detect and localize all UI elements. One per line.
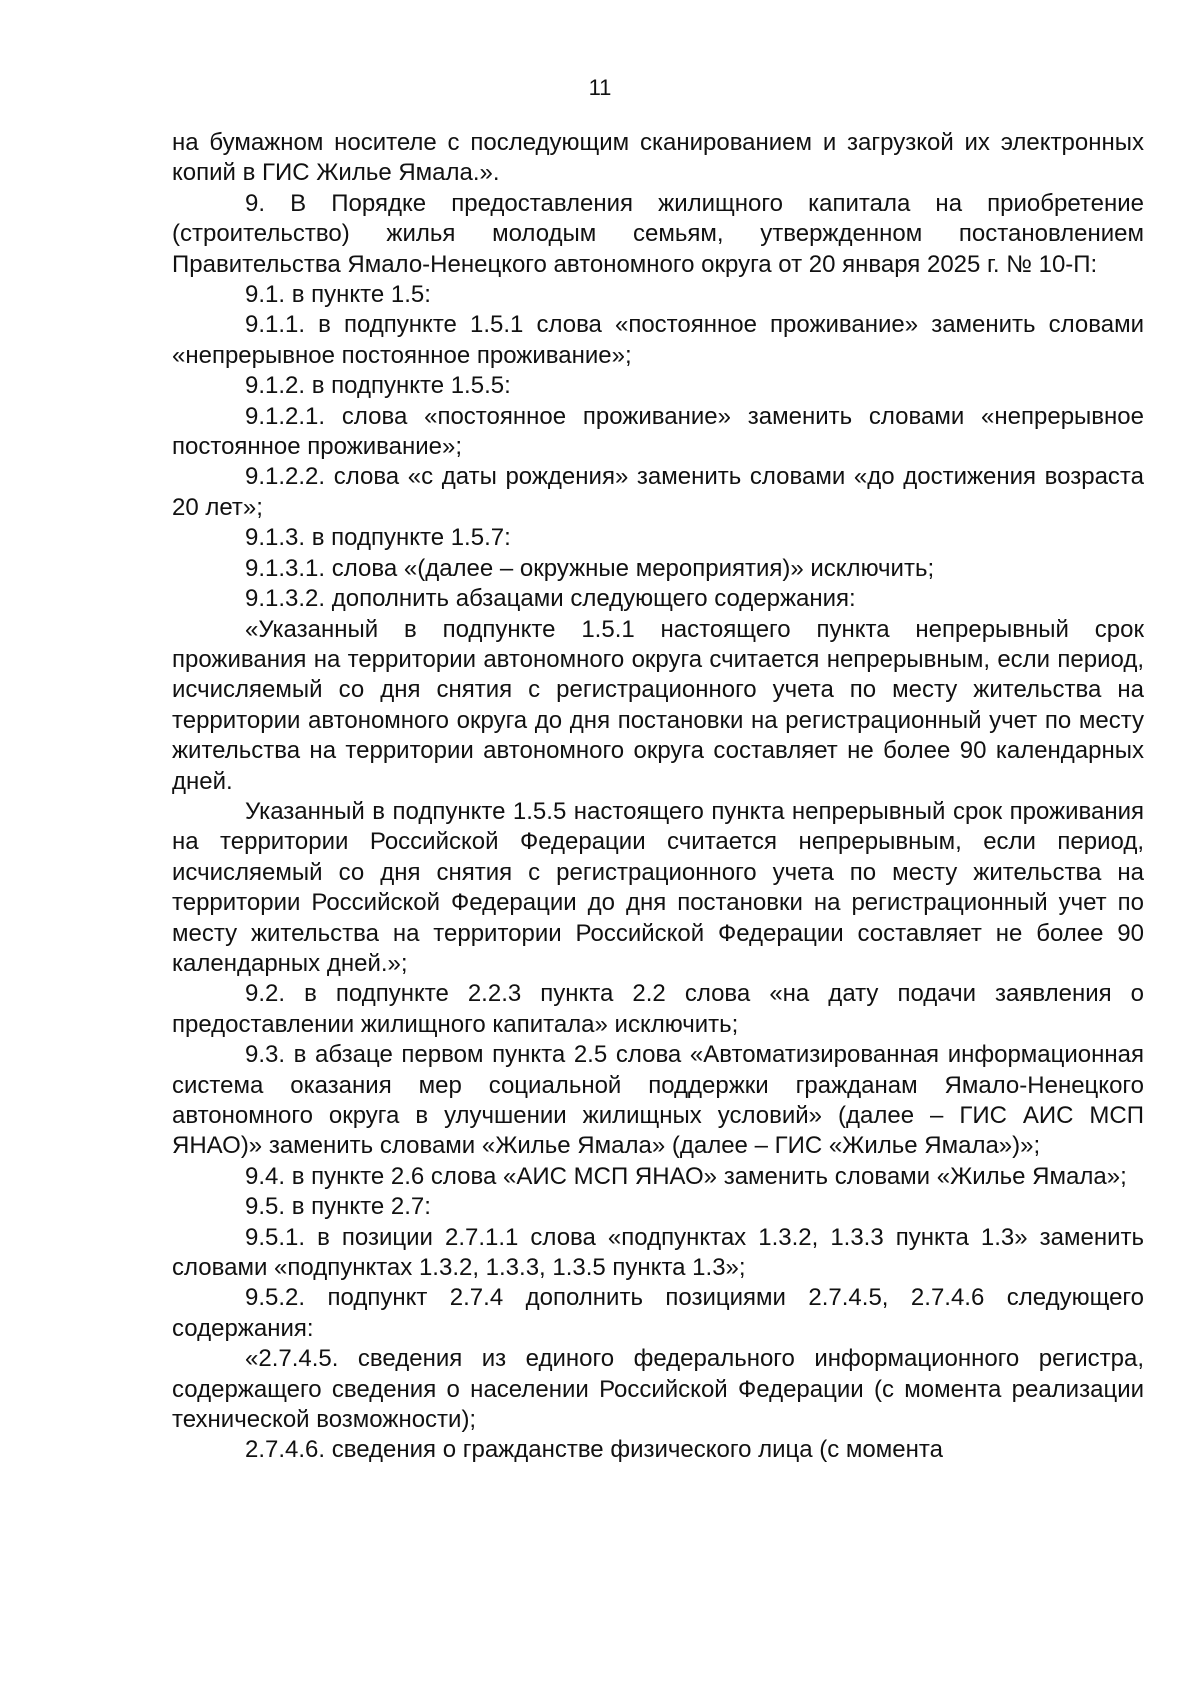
paragraph-continuation: на бумажном носителе с последующим сканированием и загрузкой их электронных копий в ГИС Жилье Ямала.». bbox=[172, 129, 1144, 187]
paragraph-item-9-1-3: 9.1.3. в подпункте 1.5.7: bbox=[245, 524, 511, 552]
paragraph-quote-1-5-1: «Указанный в подпункте 1.5.1 настоящего пункта непрерывный срок проживания на территории автономного округа считается непрерывным, если период, исчисляемый со дня снятия с регистрационного учета по месту жительства на территории автономного округа до дня постановки на регистрационный учет по месту жительства на территории автономного округа составляет не более 90 календарных дней. bbox=[172, 615, 1144, 795]
paragraph-item-9-1-2-2: 9.1.2.2. слова «с даты рождения» заменить словами «до достижения возраста 20 лет»; bbox=[172, 463, 1144, 521]
paragraph-item-9-1-2-1: 9.1.2.1. слова «постоянное проживание» заменить словами «непрерывное постоянное проживание»; bbox=[172, 402, 1144, 461]
paragraph-item-9-1-3-1: 9.1.3.1. слова «(далее – окружные мероприятия)» исключить; bbox=[245, 554, 935, 582]
paragraph-item-9: 9. В Порядке предоставления жилищного капитала на приобретение (строительство) жилья молодым семьям, утвержденном постановлением Правительства Ямало-Ненецкого автономного округа от 20 января 2025 г. № 10-П: bbox=[172, 189, 1144, 278]
page-number: 11 bbox=[588, 75, 612, 100]
paragraph-item-9-1: 9.1. в пункте 1.5: bbox=[245, 281, 431, 309]
paragraph-quote-2-7-4-6: 2.7.4.6. сведения о гражданстве физического лица (с момента bbox=[245, 1436, 943, 1464]
paragraph-item-9-1-2: 9.1.2. в подпункте 1.5.5: bbox=[245, 372, 511, 400]
paragraph-item-9-1-3-2: 9.1.3.2. дополнить абзацами следующего содержания: bbox=[245, 585, 856, 613]
paragraph-item-9-1-1: 9.1.1. в подпункте 1.5.1 слова «постоянное проживание» заменить словами «непрерывное постоянное проживание»; bbox=[172, 311, 1144, 369]
paragraph-item-9-5: 9.5. в пункте 2.7: bbox=[245, 1193, 431, 1221]
paragraph-quote-1-5-5: Указанный в подпункте 1.5.5 настоящего пункта непрерывный срок проживания на территории Российской Федерации считается непрерывным, если период, исчисляемый со дня снятия с регистрационного учета по месту жительства на территории Российской Федерации до дня постановки на регистрационный учет по месту жительства на территории Российской Федерации составляет не более 90 календарных дней.»; bbox=[172, 797, 1144, 977]
paragraph-item-9-5-2: 9.5.2. подпункт 2.7.4 дополнить позициями 2.7.4.5, 2.7.4.6 следующего содержания: bbox=[172, 1284, 1144, 1342]
document-body bbox=[172, 128, 1144, 1466]
paragraph-item-9-4: 9.4. в пункте 2.6 слова «АИС МСП ЯНАО» заменить словами «Жилье Ямала»; bbox=[245, 1162, 1127, 1190]
paragraph-item-9-3: 9.3. в абзаце первом пункта 2.5 слова «Автоматизированная информационная система оказания мер социальной поддержки гражданам Ямало-Ненецкого автономного округа в улучшении жилищных условий» (далее – ГИС АИС МСП ЯНАО)» заменить словами «Жилье Ямала» (далее – ГИС «Жилье Ямала»)»; bbox=[172, 1041, 1144, 1160]
paragraph-quote-2-7-4-5: «2.7.4.5. сведения из единого федерального информационного регистра, содержащего сведения о населении Российской Федерации (с момента реализации технической возможности); bbox=[172, 1345, 1144, 1434]
paragraph-item-9-2: 9.2. в подпункте 2.2.3 пункта 2.2 слова «на дату подачи заявления о предоставлении жилищного капитала» исключить; bbox=[172, 980, 1144, 1038]
paragraph-item-9-5-1: 9.5.1. в позиции 2.7.1.1 слова «подпунктах 1.3.2, 1.3.3 пункта 1.3» заменить словами «подпунктах 1.3.2, 1.3.3, 1.3.5 пункта 1.3»; bbox=[172, 1223, 1144, 1282]
